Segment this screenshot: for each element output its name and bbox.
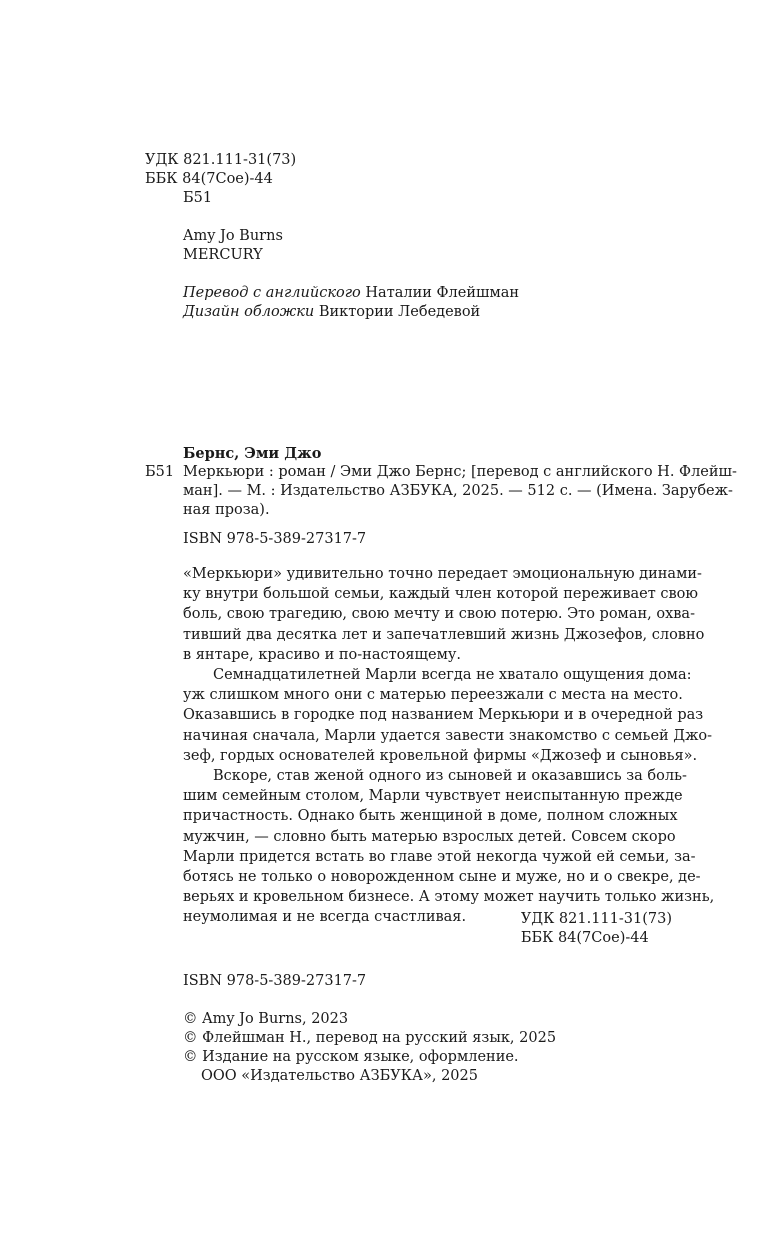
bibliography-line: ная проза).	[183, 502, 270, 518]
author-mark: Б51	[183, 190, 213, 206]
isbn-top: ISBN 978-5-389-27317-7	[183, 531, 367, 547]
isbn-bottom: ISBN 978-5-389-27317-7	[183, 973, 367, 989]
bibliography-heading: Бернс, Эми Джо	[183, 445, 322, 462]
translator-name: Наталии Флейшман	[365, 285, 520, 301]
design-label: Дизайн обложки	[183, 304, 315, 320]
original-title: MERCURY	[183, 247, 263, 263]
translation-label: Перевод с английского	[183, 285, 361, 301]
annotation-line: «Меркьюри» удивительно точно передает эмоциональную динами-	[183, 566, 702, 582]
copyright-line: © Флейшман Н., перевод на русский язык, 2025	[183, 1030, 557, 1046]
annotation	[183, 564, 715, 928]
annotation-line: ку внутри большой семьи, каждый член которой переживает свою	[183, 586, 698, 603]
annotation-line: начиная сначала, Марли удается завести знакомство с семьей Джо-	[183, 727, 713, 744]
footer-classification-codes	[521, 910, 672, 948]
translation-credit	[183, 284, 519, 303]
copyright-line: © Издание на русском языке, оформление.	[183, 1049, 519, 1065]
bibliographic-description	[183, 463, 737, 520]
annotation-line: мужчин, — словно быть матерью взрослых детей. Совсем скоро	[183, 828, 676, 845]
annotation-line: Оказавшись в городке под названием Меркьюри и в очередной раз	[183, 707, 704, 724]
annotation-line: в янтаре, красиво и по-настоящему.	[183, 646, 461, 663]
copyright-block	[183, 1010, 556, 1086]
copyright-line: © Amy Jo Burns, 2023	[183, 1011, 349, 1027]
annotation-line: зеф, гордых основателей кровельной фирмы «Джозеф и сыновья».	[183, 747, 698, 764]
bibliography-code: Б51	[145, 464, 175, 480]
bibliography-line: Меркьюри : роман / Эми Джо Бернс; [перевод с английского Н. Флейш-	[183, 464, 737, 480]
footer-bbk-code: ББК 84(7Сое)-44	[520, 930, 649, 946]
original-edition	[183, 227, 283, 265]
designer-name: Виктории Лебедевой	[318, 304, 481, 320]
footer-udk-code: УДК 821.111-31(73)	[520, 911, 672, 927]
udk-code: УДК 821.111-31(73)	[145, 152, 297, 168]
copyright-line: ООО «Издательство АЗБУКА», 2025	[201, 1068, 478, 1084]
bbk-code: ББК 84(7Сое)-44	[145, 171, 273, 187]
classification-codes	[145, 151, 296, 208]
annotation-line: шим семейным столом, Марли чувствует неиспытанную прежде	[183, 788, 683, 805]
annotation-line: тивший два десятка лет и запечатлевший жизнь Джозефов, словно	[183, 626, 705, 643]
credits	[183, 284, 519, 322]
original-author: Amy Jo Burns	[183, 228, 283, 244]
design-credit	[183, 303, 519, 322]
annotation-line: боль, свою трагедию, свою мечту и свою потерю. Это роман, охва-	[183, 606, 695, 623]
bibliography-line: ман]. — М. : Издательство АЗБУКА, 2025. — 512 с. — (Имена. Зарубеж-	[183, 483, 733, 499]
annotation-line: верьях и кровельном бизнесе. А этому может научить только жизнь,	[183, 889, 715, 906]
annotation-line: Марли придется встать во главе этой некогда чужой ей семьи, за-	[183, 848, 696, 865]
annotation-line: ботясь не только о новорожденном сыне и муже, но и о свекре, де-	[183, 869, 701, 886]
annotation-line: неумолимая и не всегда счастливая.	[183, 909, 467, 926]
annotation-line: причастность. Однако быть женщиной в доме, полном сложных	[183, 808, 678, 825]
annotation-line: Семнадцатилетней Марли всегда не хватало ощущения дома:	[213, 667, 692, 684]
annotation-line: уж слишком много они с матерью переезжали с места на место.	[183, 687, 683, 704]
annotation-line: Вскоре, став женой одного из сыновей и оказавшись за боль-	[213, 768, 687, 785]
